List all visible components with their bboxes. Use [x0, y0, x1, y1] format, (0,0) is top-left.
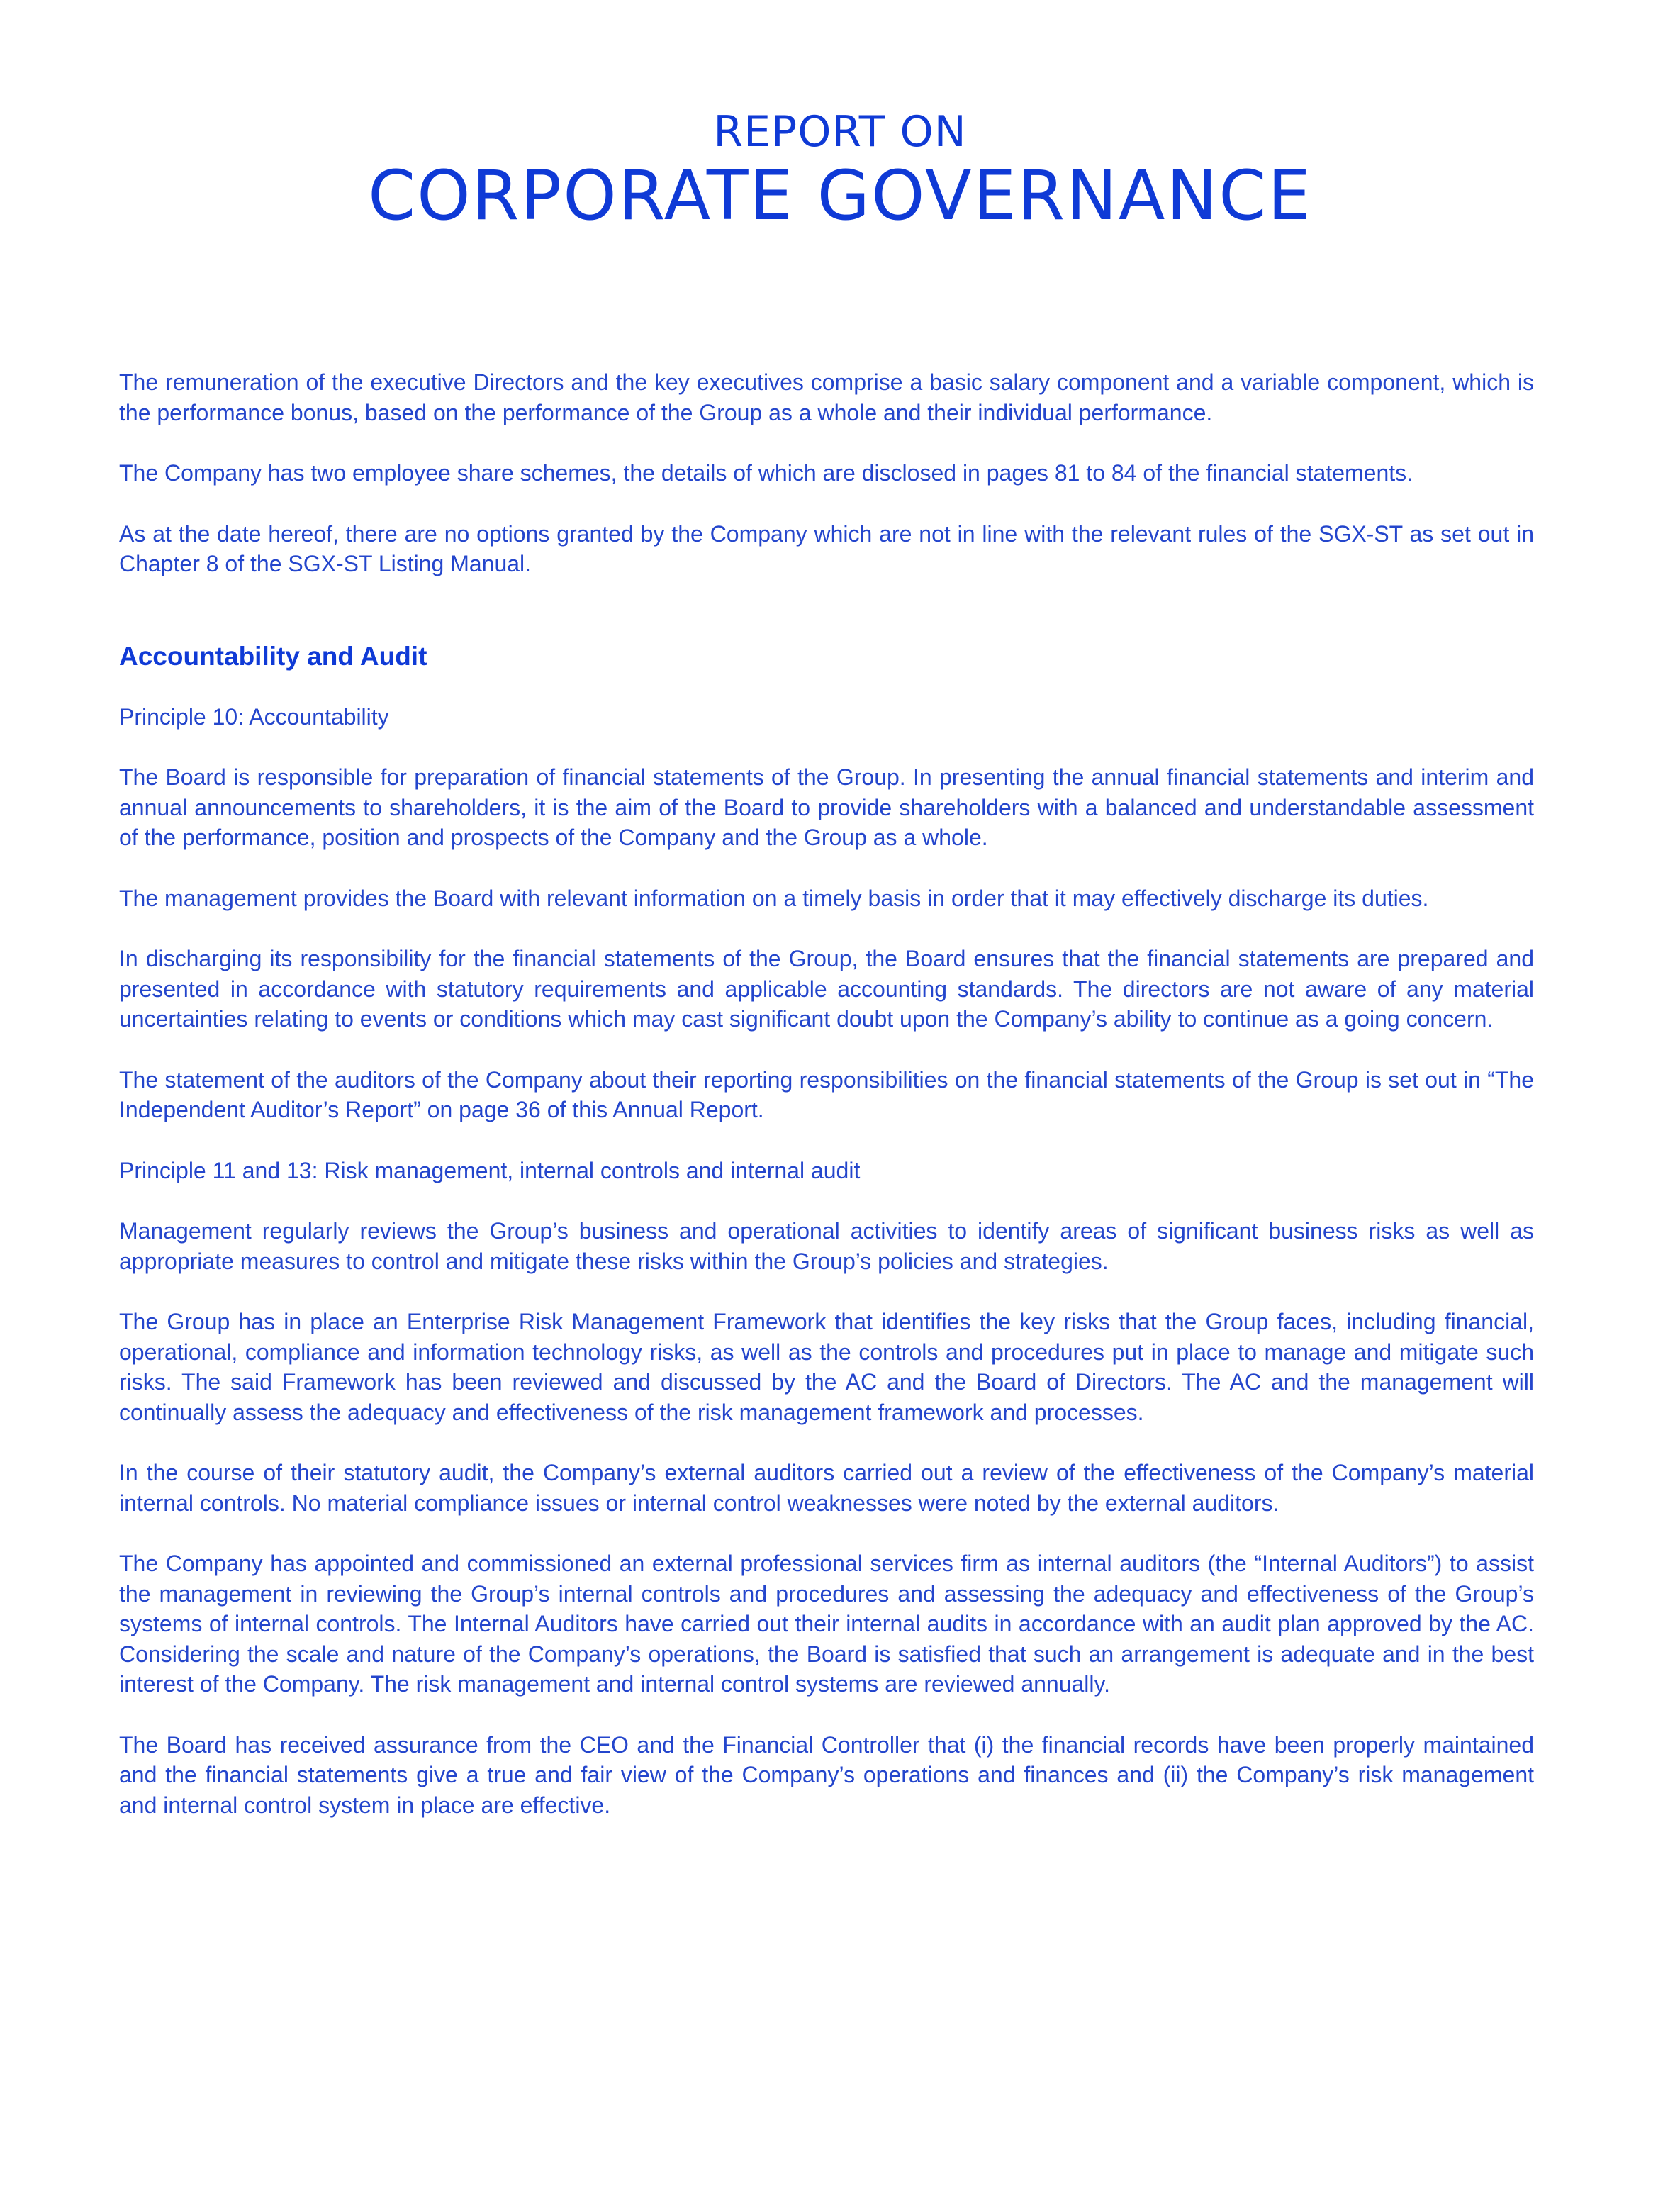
page-title: CORPORATE GOVERNANCE — [368, 156, 1312, 235]
paragraph-board-responsibility: The Board is responsible for preparation of financial statements of the Group. In presenting the annual financial statements and interim and annual announcements to shareholders, it is the aim of the Board to provide shareholders with a balanced and understandable assessment of the performance, position and prospects of the Company and the Group as a whole. — [119, 764, 1534, 850]
paragraph-auditors-statement: The statement of the auditors of the Company about their reporting responsibilities on the financial statements of the Group is set out in “The Independent Auditor’s Report” on page 36 of this Annual Report. — [119, 1066, 1534, 1122]
document-body — [119, 367, 1534, 1851]
paragraph-assurance: The Board has received assurance from the CEO and the Financial Controller that (i) the financial records have been properly maintained and the financial statements give a true and fair view of the Company’s operations and finances and (ii) the Company’s risk management and internal control system in place are effective. — [119, 1731, 1534, 1818]
principle-10-title: Principle 10: Accountability — [119, 703, 389, 730]
paragraph-options: As at the date hereof, there are no options granted by the Company which are not in line with the relevant rules of the SGX-ST as set out in Chapter 8 of the SGX-ST Listing Manual. — [119, 520, 1534, 576]
paragraph-financial-statements: In discharging its responsibility for the financial statements of the Group, the Board ensures that the financial statements are prepared and presented in accordance with statutory requirements and applicable accounting standards. The directors are not aware of any material uncertainties relating to events or conditions which may cast significant doubt upon the Company’s ability to continue as a going concern. — [119, 946, 1534, 1032]
header-subtitle: REPORT ON — [713, 107, 967, 157]
paragraph-erm-framework: The Group has in place an Enterprise Risk Management Framework that identifies the key risks that the Group faces, including financial, operational, compliance and information technology risks, as well as the controls and procedures put in place to manage and mitigate such risks. The said Framework has been reviewed and discussed by the AC and the Board of Directors. The AC and the management will continually assess the adequacy and effectiveness of the risk management framework and processes. — [119, 1309, 1534, 1425]
paragraph-share-schemes: The Company has two employee share schemes, the details of which are disclosed in pages 81 to 84 of the financial statements. — [119, 460, 1413, 486]
page-header — [0, 106, 1680, 234]
paragraph-remuneration: The remuneration of the executive Directors and the key executives comprise a basic salary component and a variable component, which is the performance bonus, based on the performance of the Group as a whole and their individual performance. — [119, 369, 1534, 425]
principle-11-13-title: Principle 11 and 13: Risk management, internal controls and internal audit — [119, 1157, 861, 1183]
paragraph-internal-auditors: The Company has appointed and commissioned an external professional services firm as internal auditors (the “Internal Auditors”) to assist the management in reviewing the Group’s internal controls and procedures and assessing the adequacy and effectiveness of the Group’s systems of internal controls. The Internal Auditors have carried out their internal audits in accordance with an audit plan approved by the AC. Considering the scale and nature of the Company’s operations, the Board is satisfied that such an arrangement is adequate and in the best interest of the Company. The risk management and internal control systems are reviewed annually. — [119, 1551, 1534, 1697]
paragraph-management-info: The management provides the Board with relevant information on a timely basis in order that it may effectively discharge its duties. — [119, 885, 1429, 911]
paragraph-management-reviews: Management regularly reviews the Group’s business and operational activities to identify areas of significant business risks as well as appropriate measures to control and mitigate these risks within the Group’s policies and strategies. — [119, 1218, 1534, 1274]
section-heading: Accountability and Audit — [119, 641, 427, 671]
paragraph-statutory-audit: In the course of their statutory audit, the Company’s external auditors carried out a review of the effectiveness of the Company’s material internal controls. No material compliance issues or internal control weaknesses were noted by the external auditors. — [119, 1460, 1534, 1516]
